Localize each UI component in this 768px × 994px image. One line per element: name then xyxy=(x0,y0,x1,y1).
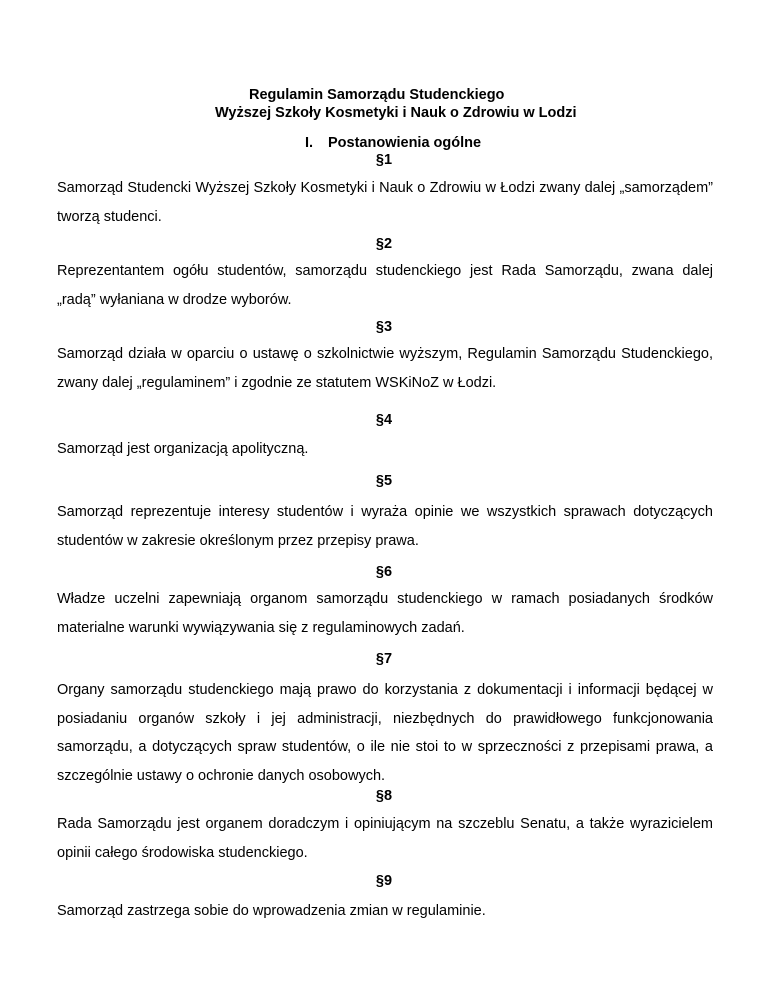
paragraph-sign-8: §8 xyxy=(375,788,393,804)
paragraph-text-6: Władze uczelni zapewniają organom samorządu studenckiego w ramach posiadanych środków materialne warunki wywiązywania się z regulaminowych zadań. xyxy=(57,591,713,636)
paragraph-text-3: Samorząd działa w oparciu o ustawę o szkolnictwie wyższym, Regulamin Samorządu Studenckiego, zwany dalej „regulaminem” i zgodnie ze statutem WSKiNoZ w Łodzi. xyxy=(57,346,713,391)
paragraph-text-9: Samorząd zastrzega sobie do wprowadzenia zmian w regulaminie. xyxy=(57,903,486,919)
paragraph-sign-4: §4 xyxy=(375,412,393,428)
document-title-line-1: Regulamin Samorządu Studenckiego xyxy=(249,87,505,103)
paragraph-text-8: Rada Samorządu jest organem doradczym i opiniującym na szczeblu Senatu, a także wyrazicielem opinii całego środowiska studenckiego. xyxy=(57,816,713,861)
paragraph-sign-7: §7 xyxy=(375,651,393,667)
paragraph-sign-2: §2 xyxy=(375,236,393,252)
section-heading xyxy=(305,134,481,152)
paragraph-sign-3: §3 xyxy=(375,319,393,335)
paragraph-text-5: Samorząd reprezentuje interesy studentów i wyraża opinie we wszystkich sprawach dotyczących studentów w zakresie określonym przez przepisy prawa. xyxy=(57,504,713,549)
paragraph-sign-9: §9 xyxy=(375,873,393,889)
paragraph-text-2: Reprezentantem ogółu studentów, samorządu studenckiego jest Rada Samorządu, zwana dalej „radą” wyłaniana w drodze wyborów. xyxy=(57,263,713,308)
paragraph-sign-5: §5 xyxy=(375,473,393,489)
document-title-line-2: Wyższej Szkoły Kosmetyki i Nauk o Zdrowiu w Lodzi xyxy=(215,105,577,121)
paragraph-text-7: Organy samorządu studenckiego mają prawo do korzystania z dokumentacji i informacji będącej w posiadaniu organów szkoły i jej administracji, niezbędnych do prawidłowego funkcjonowania samorządu, a dotyczących spraw studentów, o ile nie stoi to w sprzeczności z przepisami prawa, a szczególnie ustawy o ochronie danych osobowych. xyxy=(57,682,713,784)
section-title: Postanowienia ogólne xyxy=(328,135,482,151)
section-number: I. xyxy=(305,135,314,151)
paragraph-sign-1: §1 xyxy=(375,152,393,168)
paragraph-sign-6: §6 xyxy=(375,564,393,580)
paragraph-text-4: Samorząd jest organizacją apolityczną. xyxy=(57,441,309,457)
paragraph-text-1: Samorząd Studencki Wyższej Szkoły Kosmetyki i Nauk o Zdrowiu w Łodzi zwany dalej „samorządem” tworzą studenci. xyxy=(57,180,713,225)
